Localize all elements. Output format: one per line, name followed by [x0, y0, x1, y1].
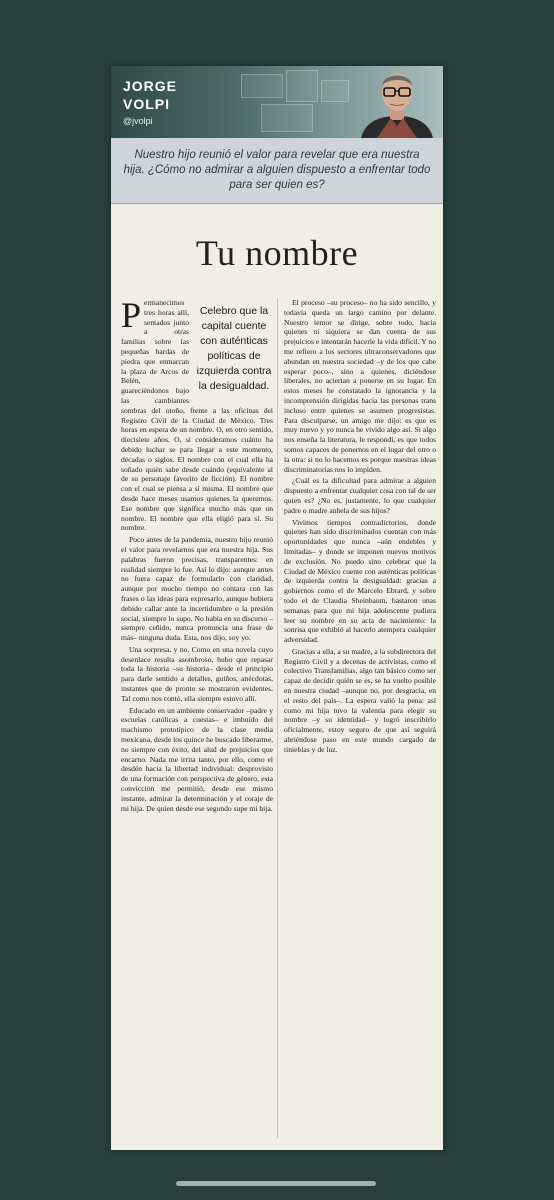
paragraph: Una sorpresa, y no. Como en una novela cuyo desenlace resulta asombroso, hubo que repasar toda la historia –su historia– desde el principio para darle sentido a detalles, guiños, anécdotas, instantes que de pronto se mostraron evidentes. Tal como nos contó, ella siempre estuvo allí. — [121, 644, 273, 703]
pull-quote: Celebro que la capital cuente con auténticas políticas de izquierda contra la desigualdad. — [196, 305, 272, 392]
paragraph: Gracias a ella, a su madre, a la subdirectora del Registro Civil y a decenas de activistas, como el colectivo Transfamilias, algo tan básico como ser capaz de decidir quién se es, se ha vuelto posible en nuestra ciudad –aunque no, por desgracia, en el resto del país–. La espera valió la pena: así como mi hija tuvo la valentía para elegir su nombre –y su identidad– y logró inscribirlo oficialmente, estoy seguro de que así seguirá abriéndose paso en este mundo cargado de tinieblas y de luz. — [284, 646, 436, 754]
article-column-1 — [121, 298, 273, 1146]
home-indicator[interactable] — [176, 1181, 376, 1186]
newspaper-clipping — [111, 66, 443, 1150]
paragraph: P Celebro que la capital cuente con auténticas políticas de izquierda contra la desigualdad. ermanecimos tres horas allí, sentados junto a otras familias sobre las pequeñas bardas de piedra que enmarcan la plaza de Arcos de Belén, guareciéndonos bajo las cambiantes sombras del otoño, frente a las oficinas del Registro Civil de la Ciudad de México. Tres horas en espera de un nombre. O, en otro sentido, diecisiete años. O, si consideramos cuánto ha debido luchar se para llegar a este momento, décadas o siglos. El nombre con el cual ella ha soñado quién sabe desde cuándo (equivalente al de su personaje favorito de ficción). El nombre con el cual se piensa a sí misma. El nombre que desde hace meses usamos quienes la queremos. Ese nombre que significa mucho más que un nombre. El nombre que ella eligió para sí. Su nombre. — [121, 298, 273, 533]
article-dek: Nuestro hijo reunió el valor para revelar que era nuestra hija. ¿Cómo no admirar a alguien dispuesto a enfrentar todo para ser quien es? — [111, 138, 443, 204]
article-title: Tu nombre — [195, 233, 359, 273]
paragraph: Poco antes de la pandemia, nuestro hijo reunió el valor para revelarnos que era nuestra hija. Sus palabras fueron precisas, transparentes: en realidad siempre lo fue. Así lo dijo: aunque antes no fuera capaz de formularlo con claridad, aunque por mucho tiempo no contara con las frases o las ideas para expresarlo, aunque hubiera debido callar ante la incertidumbre o la presión social, siempre lo supo. No había en su discurso –siempre ceñido, nunca pronuncia una frase de más– ninguna duda. Esta, nos dijo, soy yo. — [121, 535, 273, 643]
paragraph: Educado en un ambiente conservador –padre y escuelas católicas a cuestas– e imbuido del machismo prototípico de la clase media mexicana, desde los quince he buscado liberarme, no siempre con éxito, del alud de prejuicios que encarno. Nada me irrita tanto, por ello, como el desdén hacia la libertad individual: desprovisto de una formación con perspectiva de género, esta convicción me permitió, desde ese mismo instante, admirar la determinación y el coraje de mi hija. De quien desde ese segundo supe mi hija. — [121, 705, 273, 813]
paragraph: Vivimos tiempos contradictorios, donde quienes han sido discriminados cuentan con más oportunidades que nunca –aún endebles y limitadas– y donde se imponen nuevos motivos de exclusión. No puedo sino celebrar que la Ciudad de México cuente con auténticas políticas de izquierda contra la desigualdad: gracias a gobiernos como el de Marcelo Ebrard, y sobre todo el de Claudia Sheinbaum, bastaron unas semanas para que mi hija adolescente pudiera leer su nombre en su acta de nacimiento: la sonrisa que exhibió al hacerlo atempera cualquier adversidad. — [284, 517, 436, 645]
author-last-name: VOLPI — [123, 96, 171, 112]
column-header — [111, 66, 443, 138]
paragraph: El proceso –su proceso– no ha sido sencillo, y todavía queda un largo camino por delante. Nuestro temor se dirige, sobre todo, hacia quienes ni siquiera se dan cuenta de sus prejuicios e intentarán hacerle la vida difícil. Y no me refiero a los sectores ultraconservadores que abundan en nuestra sociedad –y de los que cabe esperar poco–, sino a quienes, diciéndose liberales, no aciertan a ponerse en su lugar. En estos meses he constatado la ignorancia y la incomprensión dirigidas hacia las personas trans incluso entre quienes se asumen progresistas. Para disculparse, un amigo me dijo: es que es muy nuevo y yo nunca he vivido algo así. Si algo nos enseña la literatura, le respondí, es que todos somos capaces de ponernos en el lugar del otro o la otra: si no lo hacemos es porque nuestras ideas discriminatorias nos lo impiden. — [284, 298, 436, 474]
drop-cap: P — [121, 298, 142, 335]
author-first-name: JORGE — [123, 78, 178, 94]
author-photo — [357, 66, 437, 138]
author-handle: @jvolpi — [123, 116, 153, 126]
article-column-2 — [284, 298, 436, 1146]
paragraph: ¿Cuál es la dificultad para admirar a alguien dispuesto a enfrentar cualquier cosa con tal de ser quien es? ¿No es, justamente, lo que cualquier padre o madre anhela de sus hijos? — [284, 476, 436, 515]
column-divider — [277, 298, 278, 1138]
